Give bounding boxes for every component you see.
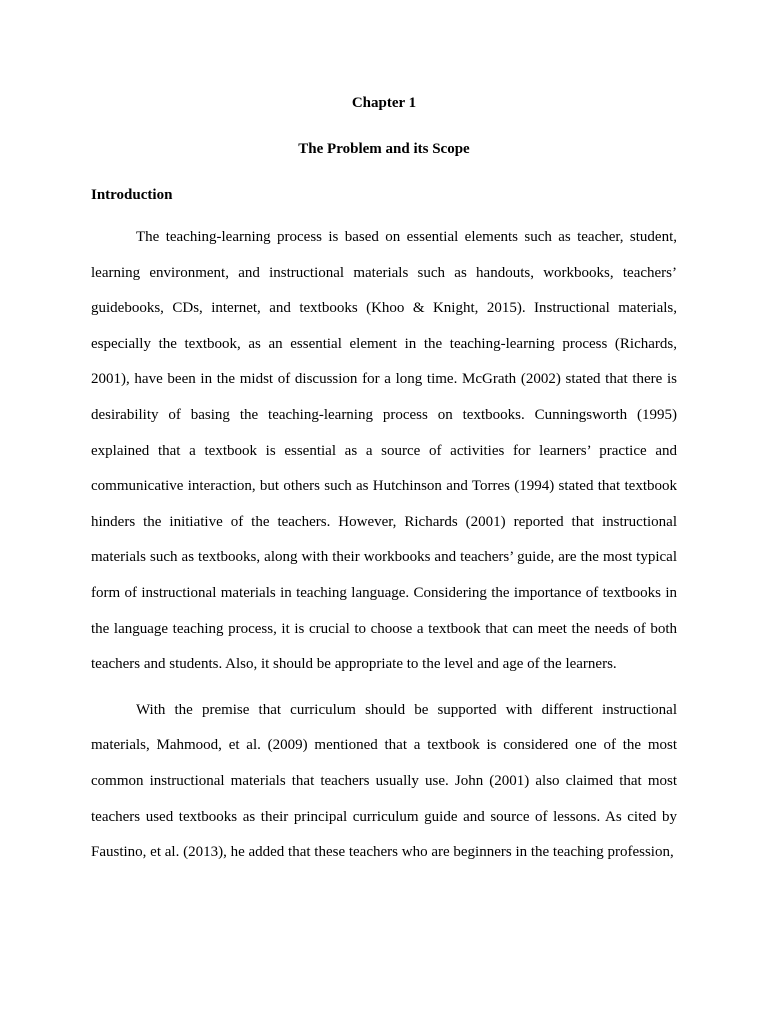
section-heading: Introduction (91, 187, 173, 203)
chapter-title: The Problem and its Scope (298, 141, 470, 157)
paragraph-2: With the premise that curriculum should be supported with different instructional materials, Mahmood, et al. (2009) mentioned that a textbook is considered one of the most common instructional materials that teachers usually use. John (2001) also claimed that most teachers used textbooks as their principal curriculum guide and source of lessons. As cited by Faustino, et al. (2013), he added that these teachers who are beginners in the teaching profession, (91, 701, 677, 861)
chapter-label: Chapter 1 (351, 95, 417, 111)
paragraph-1: The teaching-learning process is based on essential elements such as teacher, student, learning environment, and instructional materials such as handouts, workbooks, teachers’ guidebooks, CDs, internet, and textbooks (Khoo & Knight, 2015). Instructional materials, especially the textbook, as an essential element in the teaching-learning process (Richards, 2001), have been in the midst of discussion for a long time. McGrath (2002) stated that there is desirability of basing the teaching-learning process on textbooks. Cunningsworth (1995) explained that a textbook is essential as a source of activities for learners’ practice and communicative interaction, but others such as Hutchinson and Torres (1994) stated that textbook hinders the initiative of the teachers. However, Richards (2001) reported that instructional materials such as textbooks, along with their workbooks and teachers’ guide, are the most typical form of instructional materials in teaching language. Considering the importance of textbooks in the language teaching process, it is crucial to choose a textbook that can meet the needs of both teachers and students. Also, it should be appropriate to the level and age of the learners. (91, 229, 677, 673)
document-page (91, 88, 677, 871)
